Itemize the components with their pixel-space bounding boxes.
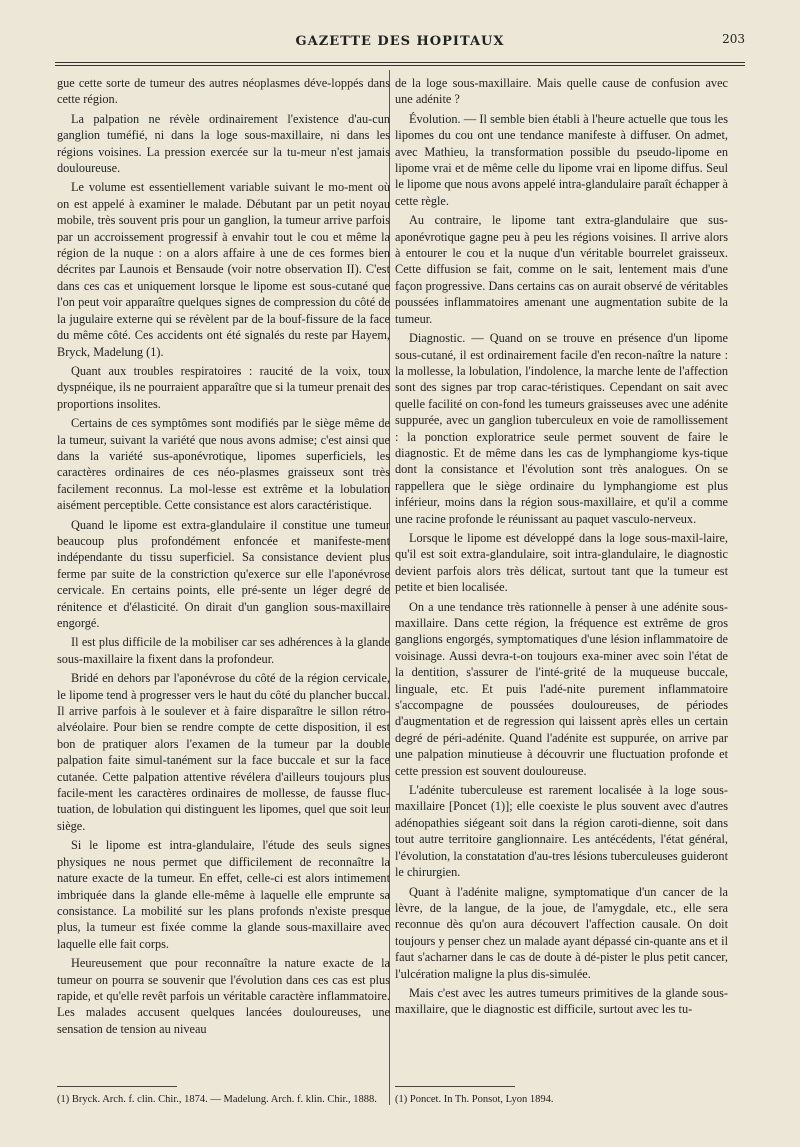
paragraph: de la loge sous-maxillaire. Mais quelle cause de confusion avec une adénite ? xyxy=(395,76,728,107)
paragraph: Au contraire, le lipome tant extra-glandulaire que sus-aponévrotique gagne peu à peu les régions voisines. Il arrive alors à entourer le cou et la nuque d'un véritable bourrelet graisseux. Cette diffusion se fait, comme on le sait, lentement mais d'une façon progressive. Dans certains cas on aurait observé de véritables poussées inflammatoires amenant une augmentation subite de la tumeur. xyxy=(395,213,728,326)
paragraph: Heureusement que pour reconnaître la nature exacte de la tumeur on pourra se souvenir que l'évolution dans ces cas est plus rapide, et qu'elle revêt parfois un véritable caractère inflammatoire. Les malades accusent quelques lancées douloureuses, une sensation de tension au niveau xyxy=(57,956,390,1036)
paragraph: L'adénite tuberculeuse est rarement localisée à la loge sous-maxillaire [Poncet (1)]; elle coexiste le plus souvent avec d'autres adénopathies siégeant soit dans la région caroti-dienne, soit dans tout autre territoire ganglionnaire. Les antécédents, l'état général, l'évolution, la constatation d'au-tres lésions tuberculeuses guideront le chirurgien. xyxy=(395,783,728,880)
paragraph: Certains de ces symptômes sont modifiés par le siège même de la tumeur, suivant la variété que nous avons admise; c'est ainsi que dans la variété sus-aponévrotique, lipomes superficiels, les caractères ordinaires de ces néo-plasmes graisseux sont très facilement reconnus. La mol-lesse est extrême et la lobulation aisément perceptible. Cette consistance est alors caractéristique. xyxy=(57,416,390,513)
paragraph: Quant aux troubles respiratoires : raucité de la voix, toux dyspnéique, ils ne pourraient apparaître que si la tumeur prenait des proportions insolites. xyxy=(57,363,390,411)
paragraph: Bridé en dehors par l'aponévrose du côté de la région cervicale, le lipome tend à progresser vers le haut du côté du plancher buccal. Il arrive parfois à le soulever et à faire disparaître le sillon rétro-alvéolaire. Pour bien se rendre compte de cette disposition, il est bon de pratiquer alors l'examen de la tumeur par la double palpation faite simul-tanément sur la face buccale et sur la face cutanée. Cette palpation attentive révélera d'ailleurs toujours plus facile-ment les caractères ordinaires de mollesse, de fausse fluc-tuation, de lobulation qui distinguent les lipomes, quel que soit leur siège. xyxy=(57,671,390,833)
left-column xyxy=(57,75,390,1040)
footnote-left: (1) Bryck. Arch. f. clin. Chir., 1874. — Madelung. Arch. f. klin. Chir., 1888. xyxy=(57,1094,377,1105)
header-rule-double xyxy=(55,65,745,66)
paragraph: La palpation ne révèle ordinairement l'existence d'au-cun ganglion tuméfié, ni dans la loge sous-maxillaire, ni dans les régions voisines. La pression exercée sur la tu-meur n'est jamais douloureuse. xyxy=(57,111,390,176)
footnote-right: (1) Poncet. In Th. Ponsot, Lyon 1894. xyxy=(395,1094,554,1105)
right-column xyxy=(395,75,728,1021)
page-header xyxy=(55,30,745,60)
paragraph: Quand le lipome est extra-glandulaire il constitue une tumeur beaucoup plus profondément enfoncée et manifeste-ment indépendante du tissu superficiel. Sa consistance devient plus ferme par suite de la constriction qu'exerce sur elle l'aponévrose cervicale. En certains points, elle pré-sente un léger degré de rénitence et d'élasticité. On dirait d'un ganglion sous-maxillaire engorgé. xyxy=(57,517,390,630)
paragraph: On a une tendance très rationnelle à penser à une adénite sous-maxillaire. Dans cette région, la fréquence est extrême de gros ganglions engorgés, symptomatiques d'une lésion inflammatoire de voisinage. Aussi devra-t-on toujours exa-miner avec soin l'état de la dentition, s'assurer de l'inté-grité de la muqueuse buccale, linguale, etc. Et puis l'adé-nite purement inflammatoire s'accompagne de poussées douloureuses, de périodes d'augmentation et de regression qui laissent après elles un certain degré de péri-adénite. Quand l'adénite est suppurée, on arrive par une palpation minutieuse à découvrir une fluctuation profonde et cette pression est souvent douloureuse. xyxy=(395,599,728,778)
paragraph: gue cette sorte de tumeur des autres néoplasmes déve-loppés dans cette région. xyxy=(57,76,390,107)
page-number: 203 xyxy=(722,32,745,46)
footnote-rule-right xyxy=(395,1086,515,1087)
paragraph: Si le lipome est intra-glandulaire, l'étude des seuls signes physiques ne nous permet que difficilement de reconnaître la nature exacte de la tumeur. En effet, celle-ci est alors intimement imbriquée dans la glande elle-même à laquelle elle emprunte sa consistance. La mobilité sur les plans profonds n'existe presque plus, la tumeur est fixée comme la glande sous-maxillaire avec laquelle elle fait corps. xyxy=(57,838,390,951)
section-evolution: Évolution. — Il semble bien établi à l'heure actuelle que tous les lipomes du cou ont une tendance manifeste à diffuser. On admet, avec Mathieu, la transformation possible du pseudo-lipome en lipome vrai et de même celle du lipome vrai en lipome diffus. Seul le lipome que nous avons appelé intra-glandulaire paraît échapper à cette règle. xyxy=(395,111,728,208)
footnote-rule-left xyxy=(57,1086,177,1087)
section-diagnostic: Diagnostic. — Quand on se trouve en présence d'un lipome sous-cutané, il est ordinairement facile d'en recon-naître la nature : la mollesse, la lobulation, l'indolence, la marche lente de l'affection sont des signes par trop carac-téristiques. Cependant on sait avec quelle facilité on con-fond les tumeurs graisseuses avec une adénite suppurée, avec un ganglion tuberculeux en voie de ramollissement : la ponction exploratrice seule permet souvent de faire le diagnostic. Et de même dans les cas de lymphangiome kys-tique dont la consistance et l'évolution sont très analogues. On se rappellera que le siège ordinaire du lymphangiome est plus inférieur, moins dans la région sous-maxillaire, et qu'il a comme une racine profonde le réunissant au paquet vasculo-nerveux. xyxy=(395,331,728,526)
paragraph: Lorsque le lipome est développé dans la loge sous-maxil-laire, qu'il est soit extra-glandulaire, soit intra-glandulaire, le diagnostic devient parfois alors très délicat, surtout tant que la tumeur est petite et bien localisée. xyxy=(395,530,728,595)
header-rule xyxy=(55,62,745,63)
paragraph: Quant à l'adénite maligne, symptomatique d'un cancer de la lèvre, de la langue, de la joue, de l'amygdale, etc., elle sera reconnue dès qu'on aura découvert l'affection causale. On doit toujours y penser chez un malade ayant dépassé cin-quante ans et il faut s'acharner dans le cas de doute à dé-pister le plus petit cancer, l'ulcération maligne la plus dis-simulée. xyxy=(395,884,728,981)
paragraph: Il est plus difficile de la mobiliser car ses adhérences à la glande sous-maxillaire la fixent dans la profondeur. xyxy=(57,635,390,666)
paragraph: Le volume est essentiellement variable suivant le mo-ment où on est appelé à examiner le malade. Débutant par un petit noyau mobile, très souvent pris pour un ganglion, la tumeur arrive parfois par un accroissement progressif à envahir tout le cou et même la région de la nuque : on a alors affaire à une de ces formes bien décrites par Launois et Bensaude (voir notre observation II). C'est dans ces cas et uniquement lorsque le lipome est sous-cutané que l'on peut voir apparaître quelques signes de compression du côté de la jugulaire externe qui se révèlent par de la bouf-fissure de la face du même côté. Ces accidents ont été signalés du reste par Hayem, Bryck, Madelung (1). xyxy=(57,180,390,359)
journal-title: GAZETTE DES HOPITAUX xyxy=(295,34,505,49)
paragraph: Mais c'est avec les autres tumeurs primitives de la glande sous-maxillaire, que le diagnostic est difficile, surtout avec les tu- xyxy=(395,985,728,1017)
